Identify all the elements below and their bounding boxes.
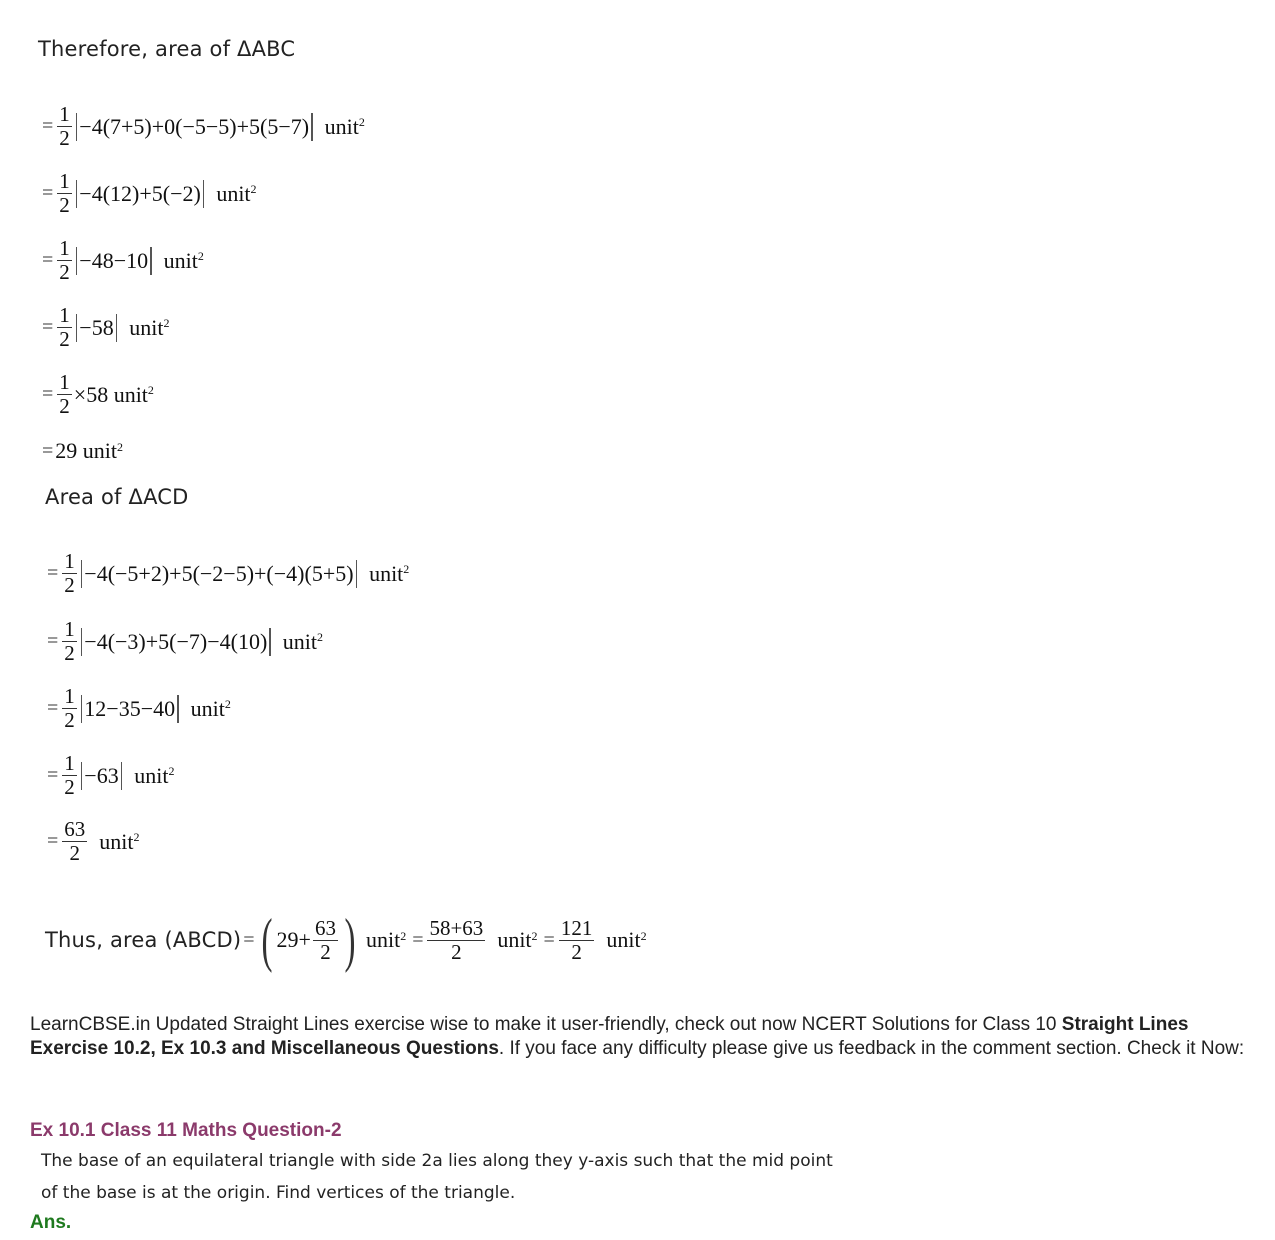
- equals-sign: =: [412, 928, 424, 951]
- exponent: 2: [317, 630, 324, 644]
- equals-sign: =: [47, 562, 59, 584]
- abc-heading: Therefore, area of ΔABC: [38, 37, 296, 61]
- absolute-bar: [81, 762, 83, 790]
- equals-sign: =: [42, 316, 54, 338]
- equals-sign: =: [243, 928, 255, 951]
- exponent: 2: [250, 182, 257, 196]
- absolute-bar: [116, 314, 118, 342]
- unit-label: unit: [134, 762, 169, 788]
- denominator: 2: [64, 573, 75, 597]
- total-label: Thus, area (ABCD): [45, 928, 242, 952]
- expression: 29 unit: [55, 438, 118, 463]
- fraction: [313, 915, 338, 964]
- acd-step-2: [47, 619, 323, 664]
- abc-step-5: [42, 372, 154, 417]
- fraction: [427, 915, 485, 964]
- acd-step-4: [47, 753, 174, 798]
- numerator: 1: [64, 549, 75, 573]
- abc-step-4: [42, 305, 169, 350]
- exponent: 2: [358, 115, 365, 129]
- equals-sign: =: [543, 928, 555, 951]
- question-line-1: The base of an equilateral triangle with side 2a lies along they y-axis such that the mid point: [41, 1151, 833, 1171]
- numerator: 1: [64, 617, 75, 641]
- exponent: 2: [197, 249, 204, 263]
- unit-label: unit: [369, 560, 404, 586]
- absolute-bar: [76, 113, 78, 141]
- numerator: 1: [64, 751, 75, 775]
- fraction: [62, 686, 77, 731]
- expression: −63: [84, 762, 119, 788]
- unit-label: unit: [324, 113, 359, 139]
- acd-step-1: [47, 551, 409, 596]
- equals-sign: =: [47, 830, 59, 852]
- open-paren: (: [261, 907, 273, 973]
- denominator: 2: [59, 260, 70, 284]
- unit-label: unit: [190, 695, 225, 721]
- question-line-2: of the base is at the origin. Find vertices of the triangle.: [41, 1183, 516, 1203]
- numerator: 63: [314, 915, 336, 940]
- question-title: Ex 10.1 Class 11 Maths Question-2: [30, 1120, 342, 1141]
- equals-sign: =: [42, 115, 54, 137]
- denominator: 2: [64, 708, 75, 732]
- fraction: [62, 753, 77, 798]
- acd-result: [47, 819, 140, 864]
- total-area-line: [45, 907, 647, 973]
- close-paren: ): [344, 907, 356, 973]
- unit-label: unit: [129, 314, 164, 340]
- expression: −4(12)+5(−2): [79, 180, 201, 206]
- equals-sign: =: [47, 630, 59, 652]
- equals-sign: =: [47, 764, 59, 786]
- unit-label: unit: [216, 180, 251, 206]
- fraction: [62, 819, 87, 864]
- expression: 12−35−40: [84, 695, 176, 721]
- fraction: [57, 171, 72, 216]
- absolute-bar: [81, 695, 83, 723]
- abc-step-1: [42, 104, 365, 149]
- fraction: [62, 619, 77, 664]
- numerator: 1: [59, 169, 70, 193]
- expression: −4(−5+2)+5(−2−5)+(−4)(5+5): [84, 560, 354, 586]
- exponent: 2: [117, 439, 124, 454]
- equals-sign: =: [47, 697, 59, 719]
- absolute-bar: [150, 247, 152, 275]
- numerator: 1: [64, 684, 75, 708]
- denominator: 2: [451, 939, 462, 964]
- exponent: 2: [224, 697, 231, 711]
- fraction: [57, 238, 72, 283]
- abc-result: [42, 438, 123, 464]
- absolute-bar: [76, 314, 78, 342]
- numerator: 121: [560, 915, 593, 940]
- numerator: 63: [64, 817, 86, 841]
- info-paragraph: [30, 1013, 1255, 1061]
- acd-heading: Area of ΔACD: [45, 485, 189, 509]
- expression: −4(−3)+5(−7)−4(10): [84, 628, 268, 654]
- expression: −4(7+5)+0(−5−5)+5(5−7): [79, 113, 310, 139]
- unit-label: unit: [497, 927, 532, 952]
- term: 29+: [276, 927, 311, 952]
- numerator: 1: [59, 236, 70, 260]
- paragraph-text: . If you face any difficulty please give us feedback in the comment section. Check it Now:: [498, 1038, 1245, 1059]
- denominator: 2: [59, 126, 70, 150]
- absolute-bar: [81, 628, 83, 656]
- exponent: 2: [400, 928, 407, 943]
- denominator: 2: [64, 641, 75, 665]
- unit-label: unit: [282, 628, 318, 654]
- expression: −48−10: [79, 247, 149, 273]
- numerator: 1: [59, 102, 70, 126]
- paragraph-text: LearnCBSE.in Updated Straight Lines exercise wise to make it user-friendly, check out now NCERT Solutions for Class 10: [30, 1014, 1062, 1035]
- unit-label: unit: [365, 927, 401, 952]
- absolute-bar: [356, 560, 358, 588]
- fraction: [57, 372, 72, 417]
- absolute-bar: [121, 762, 123, 790]
- exponent: 2: [168, 764, 175, 778]
- exponent: 2: [133, 830, 140, 844]
- equals-sign: =: [42, 182, 54, 204]
- unit-label: unit: [163, 247, 198, 273]
- denominator: 2: [59, 327, 70, 351]
- absolute-bar: [177, 695, 179, 723]
- denominator: 2: [59, 394, 70, 418]
- exponent: 2: [403, 562, 410, 576]
- answer-label: Ans.: [30, 1212, 72, 1233]
- abc-step-2: [42, 171, 257, 216]
- equals-sign: =: [42, 249, 54, 271]
- unit-label: unit: [606, 927, 641, 952]
- paragraph-bold: Straight Lines Exercise 10.2, Ex 10.3 and Miscellaneous Questions: [30, 1014, 1189, 1059]
- equals-sign: =: [42, 439, 54, 462]
- denominator: 2: [69, 841, 81, 865]
- expression: ×58 unit: [73, 381, 148, 407]
- absolute-bar: [81, 560, 83, 588]
- exponent: 2: [531, 928, 538, 943]
- absolute-bar: [76, 180, 78, 208]
- acd-step-3: [47, 686, 231, 731]
- fraction: [559, 915, 595, 964]
- absolute-bar: [203, 180, 205, 208]
- fraction: [57, 305, 72, 350]
- denominator: 2: [64, 775, 75, 799]
- exponent: 2: [163, 316, 170, 330]
- expression: −58: [79, 314, 114, 340]
- equals-sign: =: [42, 383, 54, 405]
- exponent: 2: [147, 383, 154, 397]
- absolute-bar: [269, 628, 271, 656]
- exponent: 2: [640, 928, 647, 943]
- denominator: 2: [571, 939, 582, 964]
- absolute-bar: [311, 113, 313, 141]
- numerator: 1: [59, 370, 70, 394]
- abc-step-3: [42, 238, 204, 283]
- numerator: 58+63: [429, 915, 484, 940]
- denominator: 2: [320, 939, 331, 964]
- numerator: 1: [59, 303, 70, 327]
- denominator: 2: [59, 193, 70, 217]
- fraction: [62, 551, 77, 596]
- unit-label: unit: [99, 828, 134, 854]
- fraction: [57, 104, 72, 149]
- absolute-bar: [76, 247, 78, 275]
